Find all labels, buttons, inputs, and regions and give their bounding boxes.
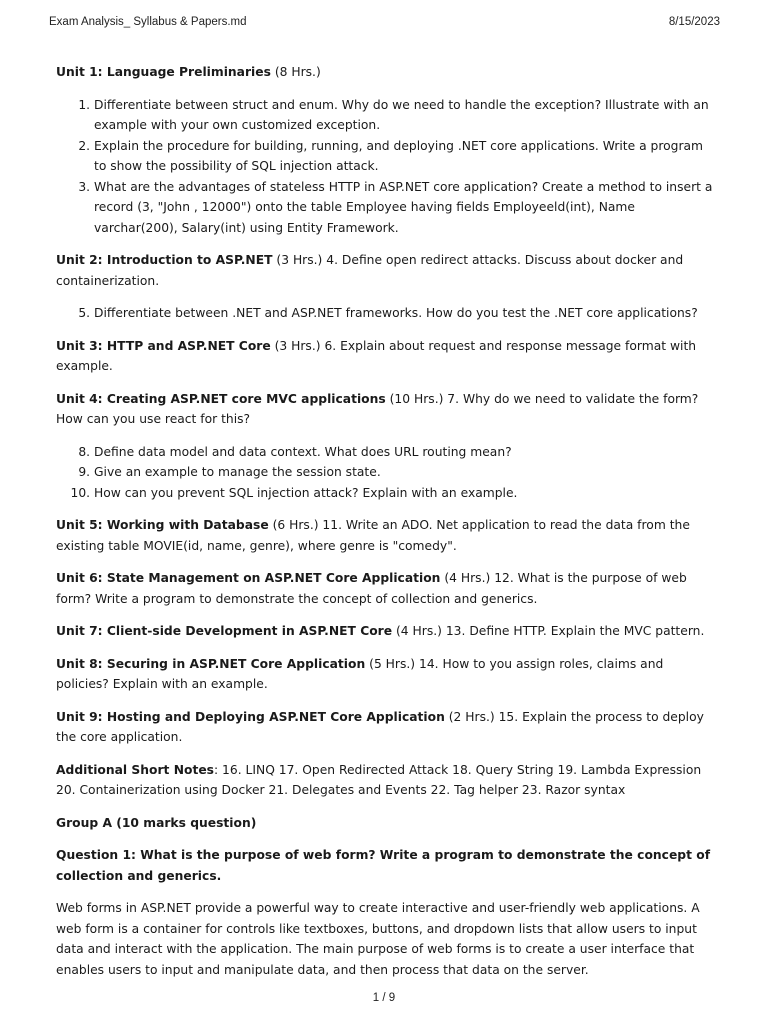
unit-text: (2 Hrs.) 15. Explain the process to deploy the core application. <box>56 709 704 744</box>
unit-text: (3 Hrs.) 6. Explain about request and response message format with example. <box>56 338 697 373</box>
question-item: 8. Define data model and data context. What does URL routing mean? <box>94 442 718 463</box>
unit-title: Unit 2: Introduction to ASP.NET <box>56 253 273 267</box>
group-a-heading <box>56 813 718 834</box>
unit-text: (4 Hrs.) 13. Define HTTP. Explain the MVC pattern. <box>392 624 705 638</box>
short-notes-text: : 16. LINQ 17. Open Redirected Attack 18. Query String 19. Lambda Expression 20. Containerization using Docker 21. Delegates and Events 22. Tag helper 23. Razor syntax <box>56 762 702 797</box>
unit-text: (4 Hrs.) 12. What is the purpose of web form? Write a program to demonstrate the concept of collection and generics. <box>56 571 687 606</box>
group-title: Group A (10 marks question) <box>56 815 257 830</box>
unit-title: Unit 3: HTTP and ASP.NET Core <box>56 338 271 353</box>
question-1-heading <box>56 845 718 886</box>
unit-7-paragraph <box>56 621 718 642</box>
unit-6-paragraph <box>56 568 718 609</box>
page-number: 1 / 9 <box>372 992 396 1004</box>
unit-text: (6 Hrs.) 11. Write an ADO. Net application to read the data from the existing table MOVIE(id, name, genre), where genre is "comedy". <box>56 518 690 553</box>
short-notes-paragraph <box>56 760 718 801</box>
question-item: 2. Explain the procedure for building, running, and deploying .NET core applications. Write a program to show the possibility of SQL injection attack. <box>94 136 718 177</box>
unit-8-paragraph <box>56 654 718 695</box>
question-item: 5. Differentiate between .NET and ASP.NET frameworks. How do you test the .NET core applications? <box>94 303 718 324</box>
unit-3-paragraph <box>56 336 718 377</box>
unit-title: Unit 9: Hosting and Deploying ASP.NET Core Application <box>56 709 445 724</box>
question-item: 3. What are the advantages of stateless HTTP in ASP.NET core application? Create a method to insert a record (3, "John , 12000") onto the table Employee having fields Employeeld(int), Name varchar(200), Salary(int) using Entity Framework. <box>94 177 718 239</box>
unit-hours: (8 Hrs.) <box>270 65 321 79</box>
question-item: 1. Differentiate between struct and enum. Why do we need to handle the exception? Illustrate with an example with your own customized exception. <box>94 95 718 136</box>
print-date: 8/15/2023 <box>668 16 720 28</box>
unit-4-paragraph <box>56 389 718 430</box>
unit-title: Unit 1: Language Preliminaries <box>56 65 271 79</box>
unit-1-heading <box>56 62 718 83</box>
document-title: Exam Analysis_ Syllabus & Papers.md <box>49 16 247 28</box>
unit-text: (5 Hrs.) 14. How to you assign roles, claims and policies? Explain with an example. <box>56 656 664 691</box>
unit-title: Unit 8: Securing in ASP.NET Core Application <box>56 656 366 671</box>
unit-title: Unit 4: Creating ASP.NET core MVC applications <box>56 391 386 406</box>
question-item: 10. How can you prevent SQL injection attack? Explain with an example. <box>94 483 718 504</box>
unit-2-questions <box>56 303 718 324</box>
unit-title: Unit 5: Working with Database <box>56 518 269 532</box>
question-item: 9. Give an example to manage the session state. <box>94 462 718 483</box>
document-body <box>56 62 718 992</box>
unit-title: Unit 6: State Management on ASP.NET Core Application <box>56 571 441 585</box>
unit-text: (10 Hrs.) 7. Why do we need to validate the form? How can you use react for this? <box>56 391 699 426</box>
unit-1-questions <box>56 95 718 239</box>
answer-paragraph: Web forms in ASP.NET provide a powerful way to create interactive and user-friendly web applications. A web form is a container for controls like textboxes, buttons, and dropdown lists that allow users to input data and interact with the application. The main purpose of web forms is to create a user interface that enables users to input and manipulate data, and then process that data on the server. <box>56 901 700 977</box>
unit-2-paragraph <box>56 250 718 291</box>
question-title: Question 1: What is the purpose of web form? Write a program to demonstrate the concept of collection and generics. <box>56 848 711 883</box>
unit-4-questions <box>56 442 718 504</box>
unit-5-paragraph <box>56 515 718 556</box>
unit-9-paragraph <box>56 707 718 748</box>
unit-text: (3 Hrs.) 4. Define open redirect attacks. Discuss about docker and containerization. <box>56 253 684 288</box>
short-notes-title: Additional Short Notes <box>56 762 214 777</box>
unit-title: Unit 7: Client-side Development in ASP.NET Core <box>56 624 393 638</box>
